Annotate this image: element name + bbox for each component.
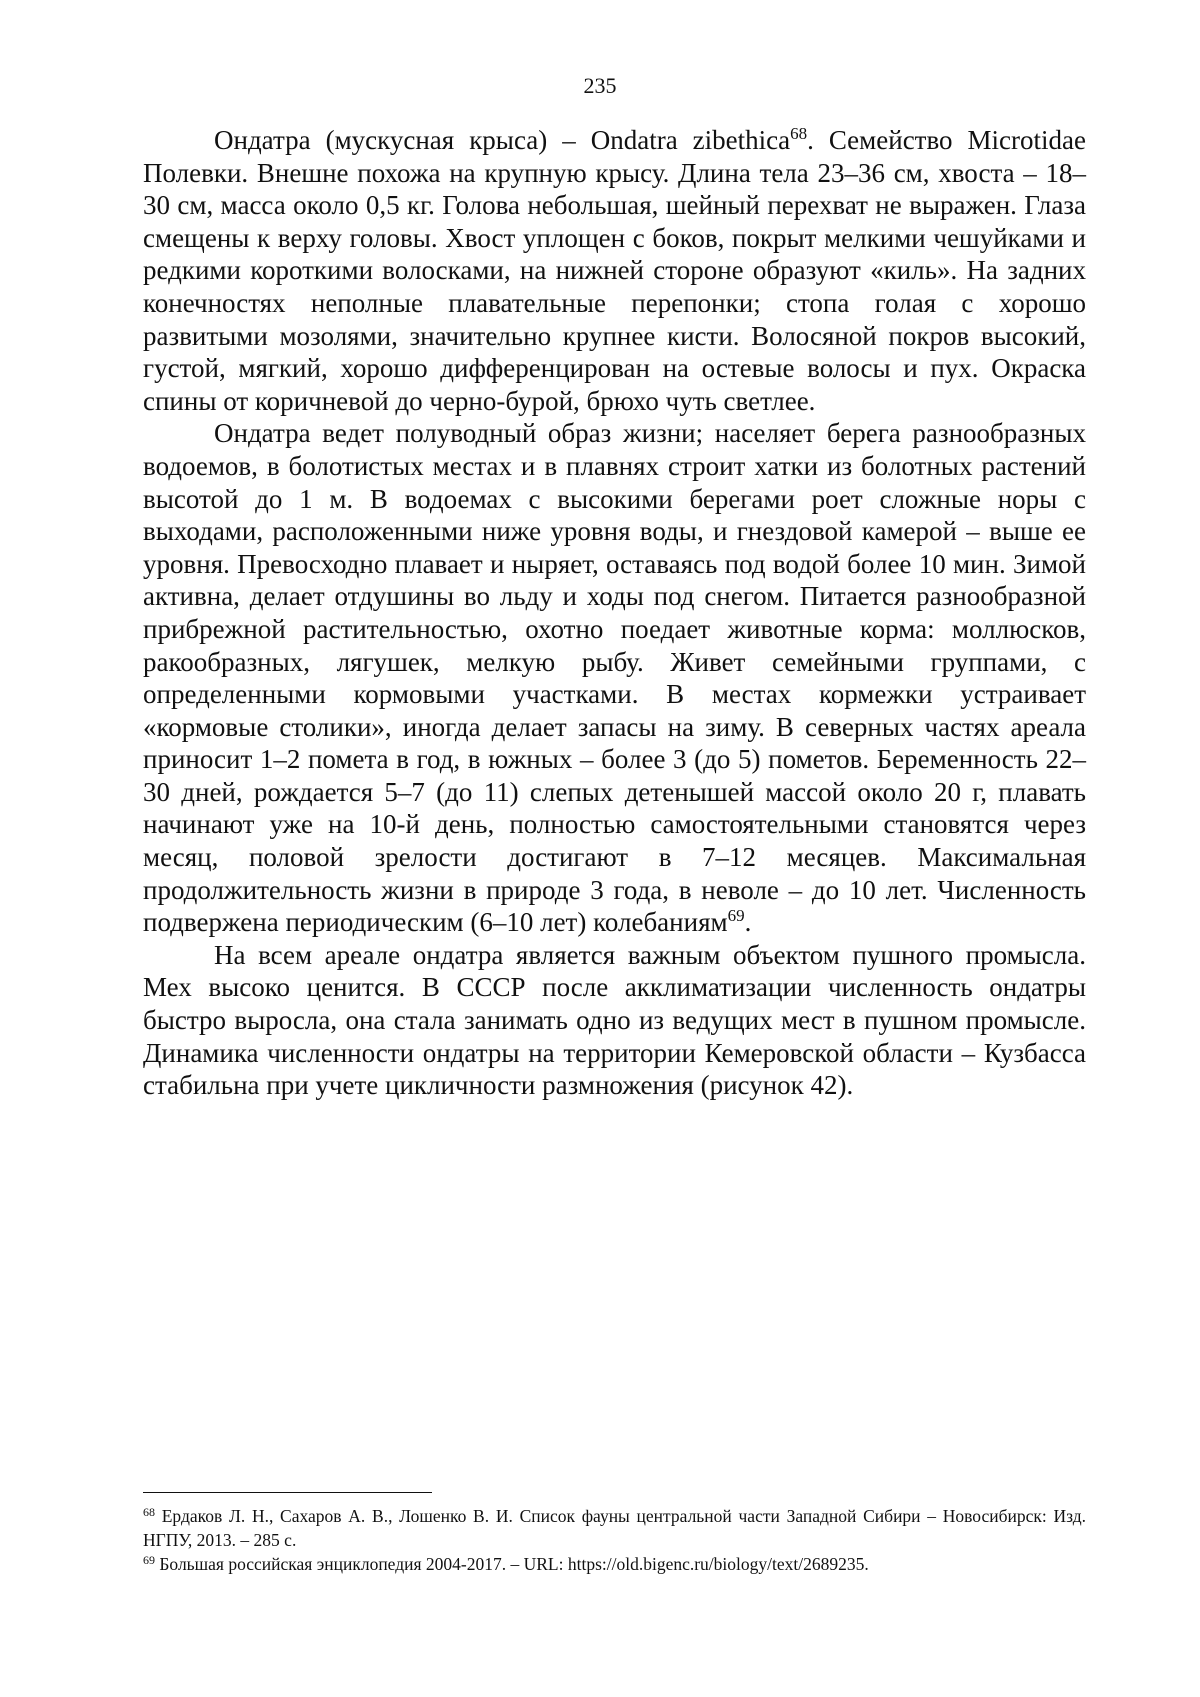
- footnote-item: [143, 1552, 1086, 1576]
- paragraph-text: Ондатра ведет полуводный образ жизни; населяет берега разнообразных водоемов, в болотистых местах и в плавнях строит хатки из болотных растений высотой до 1 м. В водоемах с высокими берегами роет сложные норы с выходами, расположенными ниже уровня воды, и гнездовой камерой – выше ее уровня. Превосходно плавает и ныряет, оставаясь под водой более 10 мин. Зимой активна, делает отдушины во льду и ходы под снегом. Питается разнообразной прибрежной растительностью, охотно поедает животные корма: моллюсков, ракообразных, лягушек, мелкую рыбу. Живет семейными группами, с определенными кормовыми участками. В местах кормежки устраивает «кормовые столики», иногда делает запасы на зиму. В северных частях ареала приносит 1–2 помета в год, в южных – более 3 (до 5) пометов. Беременность 22–30 дней, рождается 5–7 (до 11) слепых детенышей массой около 20 г, плавать начинают уже на 10-й день, полностью самостоятельными становятся через месяц, половой зрелости достигают в 7–12 месяцев. Максимальная продолжительность жизни в природе 3 года, в неволе – до 10 лет. Численность подвержена периодическим (6–10 лет) колебаниям: [143, 418, 1086, 938]
- footnote-text: Большая российская энциклопедия 2004-2017. – URL: https://old.bigenc.ru/biology/text/2689235.: [155, 1554, 869, 1574]
- paragraph-economic-value: [143, 939, 1086, 1102]
- footnote-marker: 69: [143, 1553, 155, 1567]
- paragraph-text: На всем ареале ондатра является важным объектом пушного промысла. Мех высоко ценится. В СССР после акклиматизации численность ондатры быстро выросла, она стала занимать одно из ведущих мест в пушном промысле. Динамика численности ондатры на территории Кемеровской области – Кузбасса стабильна при учете цикличности размножения (рисунок 42).: [143, 939, 1086, 1101]
- footnote-text: Ердаков Л. Н., Сахаров А. В., Лошенко В. И. Список фауны центральной части Западной Сибири – Новосибирск: Изд. НГПУ, 2013. – 285 с.: [143, 1506, 1086, 1550]
- footnotes: [143, 1504, 1086, 1576]
- footnote-reference[interactable]: 69: [727, 906, 745, 926]
- footnote-item: [143, 1504, 1086, 1552]
- body-text: [143, 124, 1086, 1102]
- paragraph-lifestyle: [143, 417, 1086, 939]
- footnote-separator: [143, 1492, 432, 1493]
- paragraph-text: .: [744, 907, 752, 938]
- paragraph-text: Ондатра (мускусная крыса) – Ondatra zibethica: [214, 125, 791, 155]
- page-number: 235: [583, 73, 617, 98]
- footnote-reference[interactable]: 68: [790, 124, 808, 143]
- footnote-marker: 68: [143, 1505, 155, 1519]
- paragraph-text: . Семейство Microtidae Полевки. Внешне похожа на крупную крысу. Длина тела 23–36 см, хвоста – 18–30 см, масса около 0,5 кг. Голова небольшая, шейный перехват не выражен. Глаза смещены к верху головы. Хвост уплощен с боков, покрыт мелкими чешуйками и редкими короткими волосками, на нижней стороне образуют «киль». На задних конечностях неполные плавательные перепонки; стопа голая с хорошо развитыми мозолями, значительно крупнее кисти. Волосяной покров высокий, густой, мягкий, хорошо дифференцирован на остевые волосы и пух. Окраска спины от коричневой до черно-бурой, брюхо чуть светлее.: [143, 125, 1086, 416]
- paragraph-description: [143, 124, 1086, 417]
